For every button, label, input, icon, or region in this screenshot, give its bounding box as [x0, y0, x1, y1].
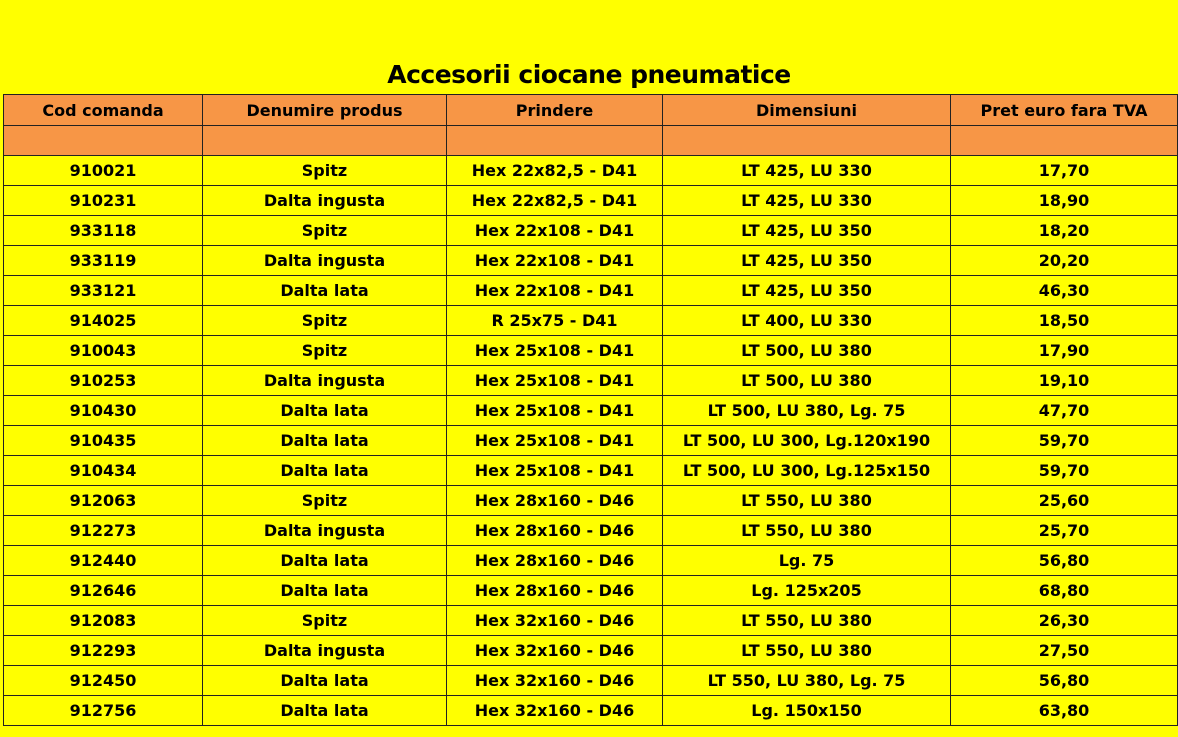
cell-pret[interactable]: 19,10	[951, 366, 1178, 396]
cell-prindere[interactable]: Hex 22x108 - D41	[447, 246, 663, 276]
cell-dimensiuni[interactable]: LT 400, LU 330	[663, 306, 951, 336]
table-row	[4, 246, 1178, 276]
cell-denumire-produs[interactable]: Spitz	[203, 306, 447, 336]
cell-dimensiuni[interactable]: LT 550, LU 380	[663, 606, 951, 636]
cell-pret[interactable]: 26,30	[951, 606, 1178, 636]
cell-pret[interactable]: 20,20	[951, 246, 1178, 276]
cell-denumire-produs[interactable]: Dalta lata	[203, 396, 447, 426]
cell-prindere[interactable]: Hex 32x160 - D46	[447, 696, 663, 726]
cell-pret[interactable]: 47,70	[951, 396, 1178, 426]
cell-denumire-produs[interactable]: Dalta lata	[203, 696, 447, 726]
cell-cod-comanda[interactable]: 933118	[4, 216, 203, 246]
cell-cod-comanda[interactable]: 910430	[4, 396, 203, 426]
cell-dimensiuni[interactable]: LT 425, LU 350	[663, 216, 951, 246]
table-row	[4, 336, 1178, 366]
table-row	[4, 216, 1178, 246]
cell-cod-comanda[interactable]: 912450	[4, 666, 203, 696]
cell-prindere[interactable]: Hex 25x108 - D41	[447, 396, 663, 426]
cell-dimensiuni[interactable]: LT 425, LU 330	[663, 156, 951, 186]
cell-pret[interactable]: 25,70	[951, 516, 1178, 546]
cell-cod-comanda[interactable]: 912063	[4, 486, 203, 516]
cell-denumire-produs[interactable]: Dalta ingusta	[203, 516, 447, 546]
cell-prindere[interactable]: Hex 25x108 - D41	[447, 336, 663, 366]
cell-cod-comanda[interactable]: 914025	[4, 306, 203, 336]
cell-pret[interactable]: 56,80	[951, 546, 1178, 576]
cell-denumire-produs[interactable]: Spitz	[203, 216, 447, 246]
column-header-denumire-produs[interactable]: Denumire produs	[203, 95, 447, 126]
page-title: Accesorii ciocane pneumatice	[387, 60, 791, 89]
cell-denumire-produs[interactable]: Dalta lata	[203, 456, 447, 486]
cell-cod-comanda[interactable]: 912646	[4, 576, 203, 606]
table-row	[4, 366, 1178, 396]
cell-denumire-produs[interactable]: Dalta ingusta	[203, 366, 447, 396]
table-row	[4, 666, 1178, 696]
cell-pret[interactable]: 18,20	[951, 216, 1178, 246]
cell-dimensiuni[interactable]: LT 425, LU 350	[663, 246, 951, 276]
cell-cod-comanda[interactable]: 910043	[4, 336, 203, 366]
cell-denumire-produs[interactable]: Dalta ingusta	[203, 186, 447, 216]
empty-cell[interactable]	[951, 126, 1178, 156]
cell-cod-comanda[interactable]: 912273	[4, 516, 203, 546]
cell-pret[interactable]: 68,80	[951, 576, 1178, 606]
cell-dimensiuni[interactable]: LT 500, LU 300, Lg.125x150	[663, 456, 951, 486]
cell-prindere[interactable]: Hex 22x82,5 - D41	[447, 186, 663, 216]
table-row	[4, 516, 1178, 546]
cell-cod-comanda[interactable]: 912293	[4, 636, 203, 666]
cell-cod-comanda[interactable]: 933121	[4, 276, 203, 306]
cell-pret[interactable]: 18,50	[951, 306, 1178, 336]
cell-pret[interactable]: 56,80	[951, 666, 1178, 696]
cell-cod-comanda[interactable]: 910435	[4, 426, 203, 456]
table-row	[4, 426, 1178, 456]
cell-denumire-produs[interactable]: Dalta ingusta	[203, 636, 447, 666]
cell-denumire-produs[interactable]: Spitz	[203, 156, 447, 186]
table-row	[4, 486, 1178, 516]
cell-denumire-produs[interactable]: Dalta lata	[203, 666, 447, 696]
table-row	[4, 576, 1178, 606]
cell-prindere[interactable]: Hex 25x108 - D41	[447, 366, 663, 396]
cell-prindere[interactable]: Hex 32x160 - D46	[447, 636, 663, 666]
cell-denumire-produs[interactable]: Dalta lata	[203, 426, 447, 456]
cell-dimensiuni[interactable]: Lg. 125x205	[663, 576, 951, 606]
cell-dimensiuni[interactable]: LT 500, LU 300, Lg.120x190	[663, 426, 951, 456]
cell-pret[interactable]: 46,30	[951, 276, 1178, 306]
cell-prindere[interactable]: Hex 22x108 - D41	[447, 276, 663, 306]
cell-dimensiuni[interactable]: LT 500, LU 380	[663, 336, 951, 366]
cell-denumire-produs[interactable]: Dalta lata	[203, 276, 447, 306]
cell-prindere[interactable]: Hex 28x160 - D46	[447, 576, 663, 606]
cell-cod-comanda[interactable]: 912756	[4, 696, 203, 726]
table-row	[4, 276, 1178, 306]
table-row	[4, 636, 1178, 666]
cell-dimensiuni[interactable]: LT 550, LU 380	[663, 516, 951, 546]
cell-pret[interactable]: 63,80	[951, 696, 1178, 726]
cell-prindere[interactable]: Hex 28x160 - D46	[447, 546, 663, 576]
table-row	[4, 156, 1178, 186]
cell-prindere[interactable]: Hex 32x160 - D46	[447, 606, 663, 636]
cell-prindere[interactable]: Hex 32x160 - D46	[447, 666, 663, 696]
empty-cell[interactable]	[203, 126, 447, 156]
table-row	[4, 306, 1178, 336]
cell-dimensiuni[interactable]: Lg. 75	[663, 546, 951, 576]
cell-pret[interactable]: 17,90	[951, 336, 1178, 366]
column-header-prindere[interactable]: Prindere	[447, 95, 663, 126]
cell-dimensiuni[interactable]: LT 550, LU 380	[663, 636, 951, 666]
cell-dimensiuni[interactable]: LT 425, LU 350	[663, 276, 951, 306]
cell-prindere[interactable]: Hex 28x160 - D46	[447, 486, 663, 516]
cell-pret[interactable]: 18,90	[951, 186, 1178, 216]
cell-pret[interactable]: 59,70	[951, 426, 1178, 456]
table-row	[4, 606, 1178, 636]
table-row	[4, 186, 1178, 216]
cell-denumire-produs[interactable]: Spitz	[203, 606, 447, 636]
cell-prindere[interactable]: Hex 22x82,5 - D41	[447, 156, 663, 186]
cell-denumire-produs[interactable]: Spitz	[203, 336, 447, 366]
cell-dimensiuni[interactable]: LT 550, LU 380	[663, 486, 951, 516]
column-header-pret[interactable]: Pret euro fara TVA	[951, 95, 1178, 126]
cell-prindere[interactable]: Hex 22x108 - D41	[447, 216, 663, 246]
empty-cell[interactable]	[663, 126, 951, 156]
cell-pret[interactable]: 59,70	[951, 456, 1178, 486]
cell-dimensiuni[interactable]: LT 550, LU 380, Lg. 75	[663, 666, 951, 696]
cell-cod-comanda[interactable]: 910253	[4, 366, 203, 396]
cell-dimensiuni[interactable]: Lg. 150x150	[663, 696, 951, 726]
cell-dimensiuni[interactable]: LT 500, LU 380, Lg. 75	[663, 396, 951, 426]
cell-denumire-produs[interactable]: Spitz	[203, 486, 447, 516]
cell-prindere[interactable]: Hex 28x160 - D46	[447, 516, 663, 546]
table-row	[4, 456, 1178, 486]
price-table	[3, 94, 1178, 726]
cell-dimensiuni[interactable]: LT 425, LU 330	[663, 186, 951, 216]
cell-cod-comanda[interactable]: 910021	[4, 156, 203, 186]
table-row	[4, 546, 1178, 576]
cell-pret[interactable]: 25,60	[951, 486, 1178, 516]
header-row	[4, 95, 1178, 126]
empty-cell[interactable]	[447, 126, 663, 156]
cell-cod-comanda[interactable]: 933119	[4, 246, 203, 276]
cell-denumire-produs[interactable]: Dalta lata	[203, 576, 447, 606]
cell-denumire-produs[interactable]: Dalta ingusta	[203, 246, 447, 276]
empty-cell[interactable]	[4, 126, 203, 156]
table-body	[4, 126, 1178, 726]
cell-prindere[interactable]: Hex 25x108 - D41	[447, 426, 663, 456]
spacer-row	[4, 126, 1178, 156]
table-row	[4, 396, 1178, 426]
cell-dimensiuni[interactable]: LT 500, LU 380	[663, 366, 951, 396]
column-header-cod-comanda[interactable]: Cod comanda	[4, 95, 203, 126]
cell-prindere[interactable]: R 25x75 - D41	[447, 306, 663, 336]
column-header-dimensiuni[interactable]: Dimensiuni	[663, 95, 951, 126]
cell-denumire-produs[interactable]: Dalta lata	[203, 546, 447, 576]
cell-pret[interactable]: 17,70	[951, 156, 1178, 186]
cell-cod-comanda[interactable]: 910231	[4, 186, 203, 216]
cell-cod-comanda[interactable]: 910434	[4, 456, 203, 486]
cell-cod-comanda[interactable]: 912083	[4, 606, 203, 636]
cell-pret[interactable]: 27,50	[951, 636, 1178, 666]
table-row	[4, 696, 1178, 726]
cell-cod-comanda[interactable]: 912440	[4, 546, 203, 576]
cell-prindere[interactable]: Hex 25x108 - D41	[447, 456, 663, 486]
